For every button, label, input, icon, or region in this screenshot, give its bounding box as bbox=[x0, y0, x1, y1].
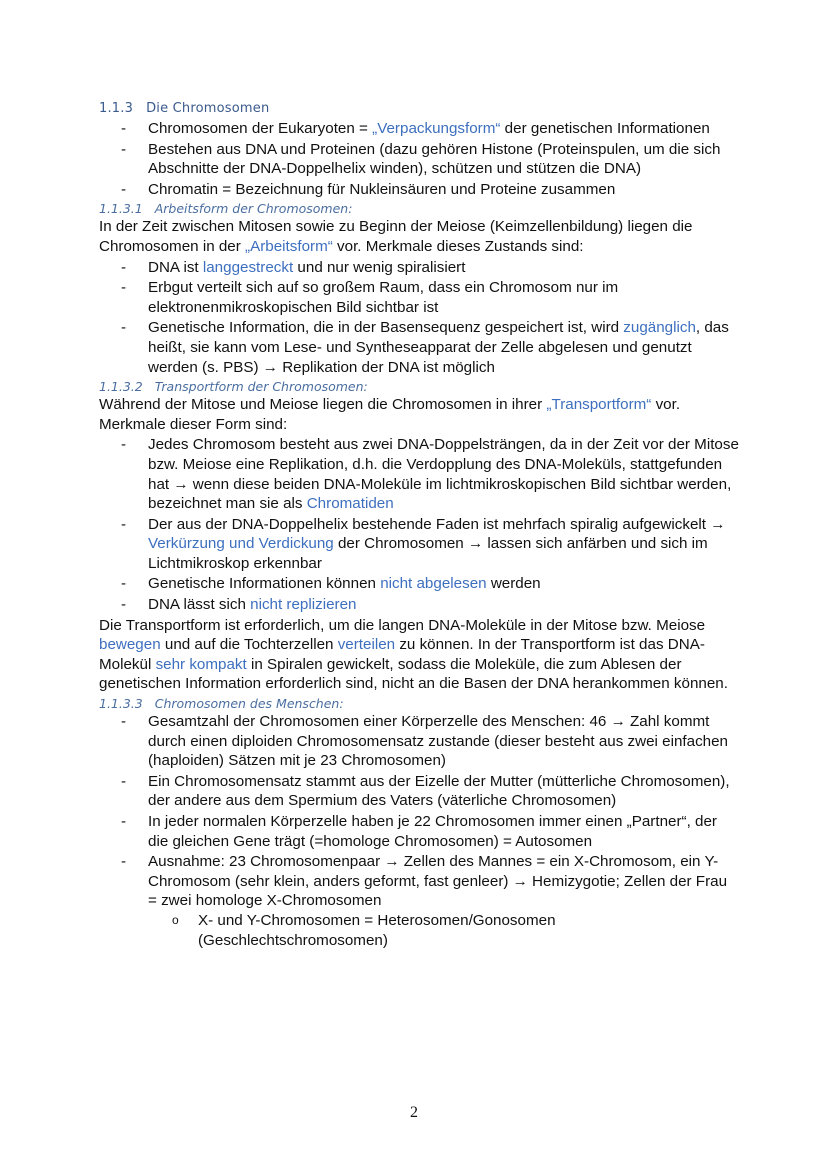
paragraph-text: Während der Mitose und Meiose liegen die Chromosomen in ihrer bbox=[99, 396, 547, 414]
subsection-number: 1.1.3.2 bbox=[99, 379, 143, 395]
dash-bullet: - bbox=[121, 258, 127, 276]
paragraph-text: Die Transportform ist erforderlich, um die langen DNA-Moleküle in der Mitose bzw. Meiose bbox=[99, 616, 706, 634]
item-text: Der aus der DNA-Doppelhelix bestehende Faden ist mehrfach spiralig aufgewickelt → bbox=[148, 515, 726, 533]
subsection-heading-transportform bbox=[99, 378, 739, 395]
list-item bbox=[99, 712, 739, 771]
subsection-heading-menschen bbox=[99, 695, 739, 712]
list-item bbox=[99, 852, 739, 950]
menschen-list bbox=[99, 712, 739, 950]
item-text: Chromatin = Bezeichnung für Nukleinsäuren und Proteine zusammen bbox=[148, 180, 616, 198]
dash-bullet: - bbox=[121, 319, 127, 337]
paragraph-text: vor. Merkmale dieser Form sind: bbox=[99, 396, 681, 433]
highlight-term: sehr kompakt bbox=[155, 655, 247, 673]
list-item bbox=[99, 318, 739, 377]
dash-bullet: - bbox=[121, 279, 127, 297]
item-text: werden bbox=[486, 575, 541, 593]
item-text: DNA ist bbox=[148, 258, 203, 276]
subsection-number: 1.1.3.1 bbox=[99, 201, 143, 217]
dash-bullet: - bbox=[121, 853, 127, 871]
paragraph bbox=[99, 217, 739, 256]
item-text: und nur wenig spiralisiert bbox=[293, 258, 466, 276]
paragraph bbox=[99, 616, 739, 694]
paragraph-text: und auf die Tochterzellen bbox=[160, 636, 338, 654]
list-item bbox=[99, 772, 739, 811]
dash-bullet: - bbox=[121, 515, 127, 533]
highlight-term: zugänglich bbox=[623, 319, 696, 337]
subsection-title: Chromosomen des Menschen: bbox=[154, 696, 344, 712]
circle-bullet: o bbox=[172, 912, 179, 927]
item-text: Gesamtzahl der Chromosomen einer Körperzelle des Menschen: 46 → Zahl kommt durch einen diploiden Chromosomensatz zustande (dieser besteht aus zwei einfachen (haploiden) Sätzen mit je 23 Chromosomen) bbox=[148, 713, 729, 770]
highlight-term: Chromatiden bbox=[306, 495, 394, 513]
page-content bbox=[99, 100, 739, 951]
paragraph-text: zu können. In der Transportform ist das DNA-Molekül bbox=[99, 636, 705, 673]
transportform-list bbox=[99, 435, 739, 614]
dash-bullet: - bbox=[121, 575, 127, 593]
item-text: der Chromosomen → lassen sich anfärben und sich im Lichtmikroskop erkennbar bbox=[148, 535, 708, 572]
item-text: Chromosomen der Eukaryoten = bbox=[148, 120, 373, 137]
list-item bbox=[99, 515, 739, 574]
highlight-term: nicht replizieren bbox=[250, 596, 357, 614]
subsection-number: 1.1.3.3 bbox=[99, 696, 143, 712]
nested-list bbox=[148, 911, 739, 950]
list-item bbox=[99, 595, 739, 615]
list-item bbox=[99, 812, 739, 851]
dash-bullet: - bbox=[121, 813, 127, 830]
list-item bbox=[99, 140, 739, 179]
item-text: Ein Chromosomensatz stammt aus der Eizelle der Mutter (mütterliche Chromosomen), der andere aus dem Spermium des Vaters (väterliche Chromosomen) bbox=[148, 772, 730, 810]
item-text: , das heißt, sie kann vom Lese- und Syntheseapparat der Zelle abgelesen und genutzt werden (s. PBS) → Replikation der DNA ist möglich bbox=[148, 319, 729, 376]
section-number: 1.1.3 bbox=[99, 101, 134, 116]
highlight-term: „Verpackungsform“ bbox=[372, 120, 501, 137]
list-item bbox=[99, 119, 739, 139]
dash-bullet: - bbox=[121, 180, 127, 198]
nested-list-item bbox=[148, 911, 739, 950]
paragraph bbox=[99, 395, 739, 434]
item-text: Bestehen aus DNA und Proteinen (dazu gehören Histone (Proteinspulen, um die sich Abschnitte der DNA-Doppelhelix winden), schützen und stützen die DNA) bbox=[148, 140, 721, 178]
dash-bullet: - bbox=[121, 140, 127, 158]
highlight-term: verteilen bbox=[337, 636, 396, 654]
item-text: X- und Y-Chromosomen = Heterosomen/Gonosomen (Geschlechtschromosomen) bbox=[198, 911, 556, 949]
highlight-term: bewegen bbox=[99, 636, 161, 654]
section-title: Die Chromosomen bbox=[146, 101, 270, 116]
dash-bullet: - bbox=[121, 772, 127, 790]
page-number: 2 bbox=[410, 1104, 418, 1121]
dash-bullet: - bbox=[121, 713, 127, 731]
highlight-term: nicht abgelesen bbox=[380, 575, 487, 593]
intro-list bbox=[99, 119, 739, 199]
item-text: Genetische Information, die in der Basensequenz gespeichert ist, wird bbox=[148, 319, 624, 337]
highlight-term: „Arbeitsform“ bbox=[245, 237, 333, 255]
list-item bbox=[99, 180, 739, 200]
item-text: In jeder normalen Körperzelle haben je 22 Chromosomen immer einen „Partner“, der die gleichen Gene trägt (=homologe Chromosomen) = Autosomen bbox=[148, 813, 717, 850]
subsection-title: Transportform der Chromosomen: bbox=[154, 379, 368, 395]
highlight-term: Verkürzung und Verdickung bbox=[148, 535, 334, 553]
list-item bbox=[99, 258, 739, 278]
item-text: der genetischen Informationen bbox=[500, 120, 710, 137]
paragraph-text: in Spiralen gewickelt, sodass die Moleküle, die zum Ablesen der genetischen Information erforderlich sind, nicht an die Basen der DNA herankommen können. bbox=[99, 655, 728, 693]
item-text: Jedes Chromosom besteht aus zwei DNA-Doppelsträngen, da in der Zeit vor der Mitose bzw. Meiose eine Replikation, d.h. die Verdopplung des DNA-Moleküls, stattgefunden hat → wenn diese beiden DNA-Moleküle im lichtmikroskopischen Bild sichtbar werden, bezeichnet man sie als bbox=[148, 436, 739, 513]
paragraph-text: vor. Merkmale dieses Zustands sind: bbox=[332, 237, 584, 255]
dash-bullet: - bbox=[121, 436, 127, 454]
highlight-term: langgestreckt bbox=[202, 258, 294, 276]
list-item bbox=[99, 435, 739, 513]
highlight-term: „Transportform“ bbox=[546, 396, 652, 414]
subsection-heading-arbeitsform bbox=[99, 200, 739, 217]
item-text: Ausnahme: 23 Chromosomenpaar → Zellen des Mannes = ein X-Chromosom, ein Y-Chromosom (sehr klein, anders geformt, fast genleer) → Hemizygotie; Zellen der Frau = zwei homologe X-Chromosomen bbox=[148, 853, 728, 910]
dash-bullet: - bbox=[121, 596, 127, 614]
subsection-title: Arbeitsform der Chromosomen: bbox=[154, 201, 353, 217]
list-item bbox=[99, 574, 739, 594]
section-heading bbox=[99, 100, 739, 118]
item-text: DNA lässt sich bbox=[148, 596, 251, 614]
arbeitsform-list bbox=[99, 258, 739, 378]
list-item bbox=[99, 278, 739, 317]
dash-bullet: - bbox=[121, 120, 127, 137]
item-text: Genetische Informationen können bbox=[148, 575, 381, 593]
paragraph-text: In der Zeit zwischen Mitosen sowie zu Beginn der Meiose (Keimzellenbildung) liegen die Chromosomen in der bbox=[99, 218, 693, 255]
item-text: Erbgut verteilt sich auf so großem Raum, dass ein Chromosom nur im elektronenmikroskopischen Bild sichtbar ist bbox=[148, 279, 619, 316]
